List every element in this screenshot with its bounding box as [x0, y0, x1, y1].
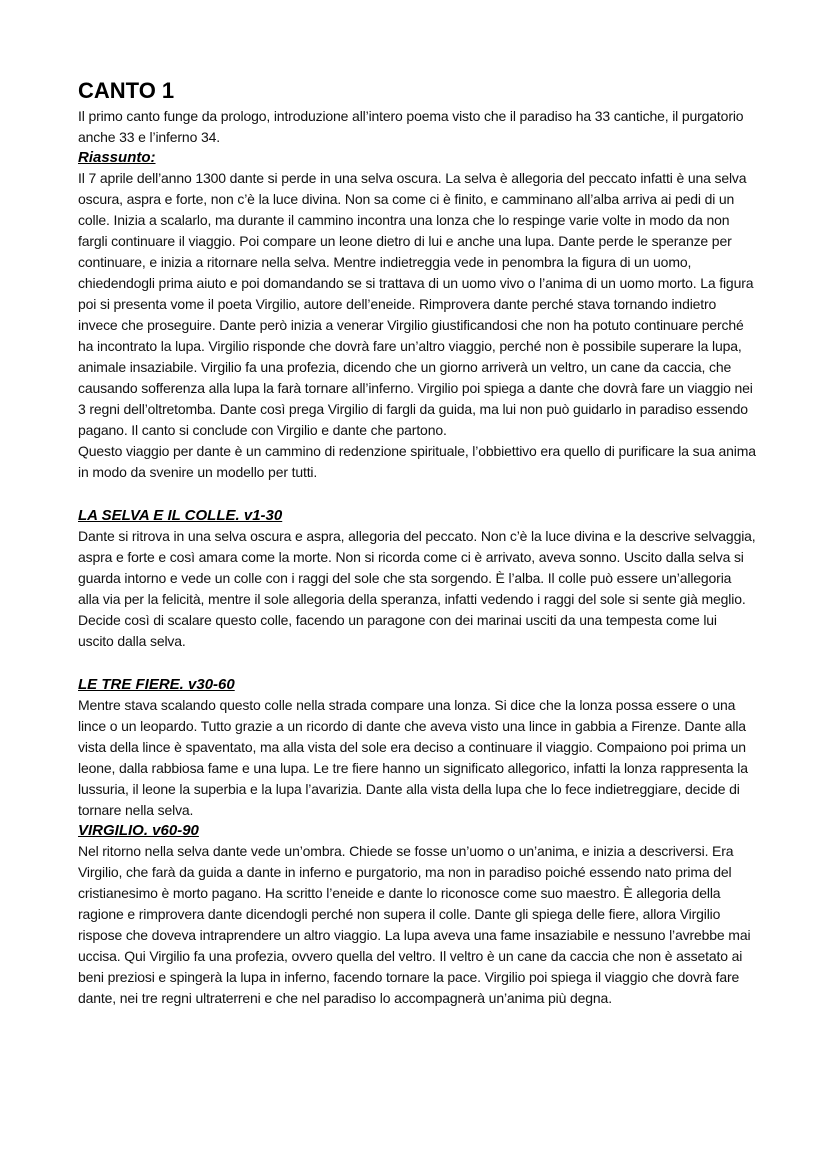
section-paragraph: Nel ritorno nella selva dante vede un’ombra. Chiede se fosse un’uomo o un’anima, e inizia a descriversi. Era Virgilio, che farà da guida a dante in inferno e purgatorio, ma non in paradiso poiché essendo nato prima del cristianesimo è morto pagano. Ha scritto l’eneide e dante lo riconosce come suo maestro. È allegoria della ragione e rimprovera dante dicendogli perché non supera il colle. Dante gli spiega delle fiere, allora Virgilio rispose che doveva intraprendere un altro viaggio. La lupa aveva una fame insaziabile e nessuno l’avrebbe mai uccisa. Qui Virgilio fa una profezia, ovvero quella del veltro. Il veltro è un cane da caccia che non è assetato ai beni preziosi e spingerà la lupa in inferno, facendo tornare la pace. Virgilio poi spiega il viaggio che dovrà fare dante, nei tre regni ultraterreni e che nel paradiso lo accompagnerà un’anima più degna. — [78, 843, 751, 1006]
spacer — [78, 652, 756, 675]
section-selva-colle — [78, 506, 756, 652]
section-tre-fiere — [78, 675, 756, 821]
section-heading: LA SELVA E IL COLLE. v1-30 — [78, 507, 283, 524]
section-paragraph: Il 7 aprile dell’anno 1300 dante si perde in una selva oscura. La selva è allegoria del peccato infatti è una selva oscura, aspra e forte, non c’è la luce divina. Non sa come ci è finito, e camminano all’alba arriva ai pedi di un colle. Inizia a scalarlo, ma durante il cammino incontra una lonza che lo respinge varie volte in modo da non fargli continuare il viaggio. Poi compare un leone dietro di lui e anche una lupa. Dante perde le speranze per continuare, e inizia a ritornare nella selva. Mentre indietreggia vede in penombra la figura di un uomo, chiedendogli prima aiuto e poi domandando se si trattava di un uomo vivo o l’anima di un uomo morto. La figura poi si presenta vome il poeta Virgilio, autore dell’eneide. Rimprovera dante perché stava tornando indietro invece che proseguire. Dante però inizia a venerar Virgilio giustificandosi che non ha potuto continuare perché ha incontrato la lupa. Virgilio risponde che dovrà fare un’altro viaggio, perché non è possibile superare la lupa, animale insaziabile. Virgilio fa una profezia, dicendo che un giorno arriverà un veltro, un cane da caccia, che causando sofferenza alla lupa la farà tornare all’inferno. Virgilio poi spiega a dante che dovrà fare un viaggio nei 3 regni dell’oltretomba. Dante così prega Virgilio di fargli da guida, ma lui non può guidarlo in paradiso essendo pagano. Il canto si conclude con Virgilio e dante che partono. — [78, 170, 754, 438]
spacer — [78, 483, 756, 506]
intro-paragraph: Il primo canto funge da prologo, introduzione all’intero poema visto che il paradiso ha 33 cantiche, il purgatorio anche 33 e l’inferno 34. — [78, 108, 744, 145]
section-virgilio — [78, 821, 756, 1009]
section-paragraph: Questo viaggio per dante è un cammino di redenzione spirituale, l’obbiettivo era quello di purificare la sua anima in modo da svenire un modello per tutti. — [78, 443, 756, 480]
section-heading: Riassunto: — [78, 149, 156, 166]
section-paragraph: Dante si ritrova in una selva oscura e aspra, allegoria del peccato. Non c’è la luce divina e la descrive selvaggia, aspra e forte e così amara come la morte. Non si ricorda come ci è arrivato, aveva sonno. Uscito dalla selva si guarda intorno e vede un colle con i raggi del sole che sta sorgendo. È l’alba. Il colle può essere un’allegoria alla via per la felicità, mentre il sole allegoria della speranza, infatti vedendo i raggi del sole si sente già meglio. Decide così di scalare questo colle, facendo un paragone con dei marinai usciti da una tempesta come lui uscito dalla selva. — [78, 528, 756, 649]
section-riassunto — [78, 148, 756, 483]
section-heading: LE TRE FIERE. v30-60 — [78, 676, 235, 693]
document-page — [78, 78, 756, 1009]
page-title: CANTO 1 — [78, 78, 175, 103]
section-paragraph: Mentre stava scalando questo colle nella strada compare una lonza. Si dice che la lonza possa essere o una lince o un leopardo. Tutto grazie a un ricordo di dante che aveva visto una lince in gabbia a Firenze. Dante alla vista della lince è spaventato, ma alla vista del sole era deciso a continuare il viaggio. Compaiono poi prima un leone, dalla rabbiosa fame e una lupa. Le tre fiere hanno un significato allegorico, infatti la lonza rappresenta la lussuria, il leone la superbia e la lupa l’avarizia. Dante alla vista della lupa che lo fece indietreggiare, decide di tornare nella selva. — [78, 697, 748, 818]
section-heading: VIRGILIO. v60-90 — [78, 822, 199, 839]
